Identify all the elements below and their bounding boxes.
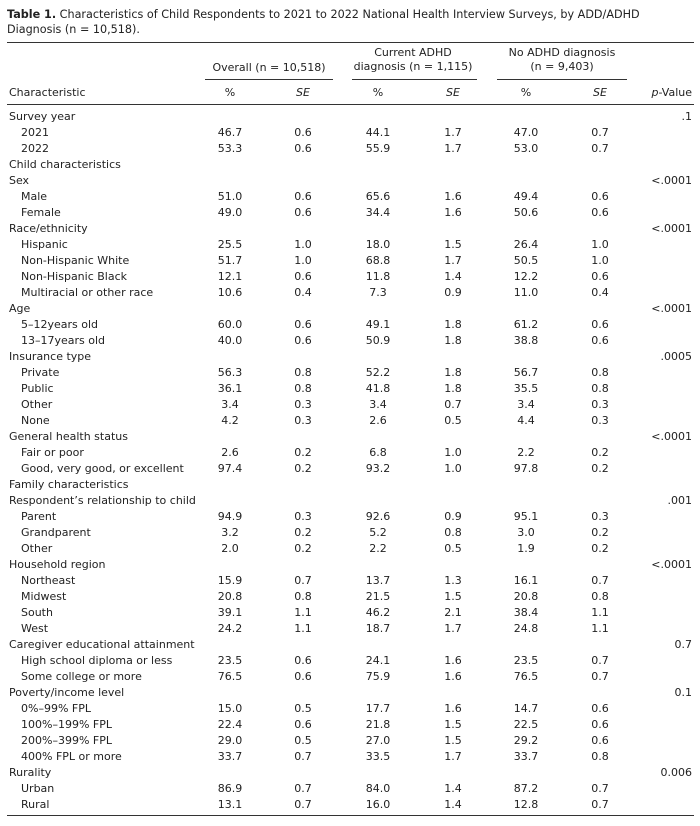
header-pvalue-text: -Value — [658, 86, 692, 99]
se-cell: 0.8 — [591, 750, 609, 763]
pct-cell: 55.9 — [365, 142, 391, 155]
se-cell: 1.7 — [444, 254, 462, 267]
se-cell: 0.7 — [294, 798, 312, 811]
pvalue-cell: 0.006 — [660, 766, 692, 779]
se-cell: 0.6 — [294, 718, 312, 731]
pct-cell: 76.5 — [513, 670, 539, 683]
pct-cell: 76.5 — [217, 670, 243, 683]
header-pct-overall: % — [224, 86, 236, 99]
se-cell: 1.7 — [444, 126, 462, 139]
se-cell: 0.2 — [591, 526, 609, 539]
pvalue-cell: <.0001 — [651, 558, 692, 571]
se-cell: 0.6 — [294, 670, 312, 683]
se-cell: 1.1 — [294, 606, 312, 619]
bottom-rule — [7, 815, 694, 816]
pct-cell: 14.7 — [513, 702, 539, 715]
row-label: South — [21, 606, 53, 619]
row-label: 400% FPL or more — [21, 750, 122, 763]
pvalue-cell: .0005 — [660, 350, 692, 363]
se-cell: 0.7 — [591, 654, 609, 667]
pct-cell: 39.1 — [217, 606, 243, 619]
se-cell: 0.7 — [591, 574, 609, 587]
se-cell: 1.0 — [444, 446, 462, 459]
pct-cell: 84.0 — [365, 782, 391, 795]
se-cell: 0.8 — [294, 366, 312, 379]
table-title: Characteristics of Child Respondents to 2021 to 2022 National Health Interview Surveys, by ADD/ADHD Diagnosis (n = 10,518). — [7, 8, 640, 36]
pct-cell: 3.0 — [517, 526, 535, 539]
row-label: Non-Hispanic White — [21, 254, 130, 267]
row-label: 5–12years old — [21, 318, 99, 331]
row-label: 2022 — [21, 142, 49, 155]
top-rule — [7, 42, 694, 43]
se-cell: 0.6 — [294, 654, 312, 667]
se-cell: 0.7 — [591, 798, 609, 811]
se-cell: 0.8 — [294, 590, 312, 603]
se-cell: 2.1 — [444, 606, 462, 619]
row-label: Good, very good, or excellent — [21, 462, 184, 475]
pct-cell: 56.7 — [513, 366, 539, 379]
row-label: Northeast — [21, 574, 76, 587]
pct-cell: 41.8 — [365, 382, 391, 395]
se-cell: 1.0 — [591, 238, 609, 251]
se-cell: 0.9 — [444, 286, 462, 299]
pct-cell: 65.6 — [365, 190, 391, 203]
pct-cell: 4.4 — [517, 414, 535, 427]
pvalue-cell: 0.7 — [674, 638, 692, 651]
se-cell: 0.6 — [591, 734, 609, 747]
se-cell: 0.2 — [294, 542, 312, 555]
se-cell: 1.7 — [444, 750, 462, 763]
pct-cell: 11.8 — [365, 270, 391, 283]
se-cell: 1.7 — [444, 622, 462, 635]
header-se-no-adhd: SE — [593, 86, 607, 99]
pct-cell: 38.8 — [513, 334, 539, 347]
se-cell: 0.7 — [591, 782, 609, 795]
row-label: Parent — [21, 510, 57, 523]
pct-cell: 29.0 — [217, 734, 243, 747]
category-label: General health status — [9, 430, 128, 443]
pct-cell: 97.8 — [513, 462, 539, 475]
se-cell: 0.2 — [591, 462, 609, 475]
row-label: Other — [21, 542, 53, 555]
header-pct-current-adhd: % — [372, 86, 384, 99]
header-rule — [7, 104, 694, 105]
se-cell: 1.4 — [444, 798, 462, 811]
pct-cell: 11.0 — [513, 286, 539, 299]
se-cell: 0.8 — [444, 526, 462, 539]
row-label: Midwest — [21, 590, 67, 603]
se-cell: 1.5 — [444, 238, 462, 251]
pct-cell: 50.9 — [365, 334, 391, 347]
se-cell: 0.3 — [591, 398, 609, 411]
se-cell: 1.8 — [444, 382, 462, 395]
pct-cell: 5.2 — [369, 526, 387, 539]
se-cell: 1.4 — [444, 270, 462, 283]
group-header-no-adhd: No ADHD diagnosis (n = 9,403) — [508, 46, 616, 73]
pct-cell: 2.2 — [517, 446, 535, 459]
row-label: 2021 — [21, 126, 49, 139]
pvalue-cell: <.0001 — [651, 174, 692, 187]
pct-cell: 86.9 — [217, 782, 243, 795]
se-cell: 0.5 — [294, 702, 312, 715]
pct-cell: 2.6 — [369, 414, 387, 427]
se-cell: 0.2 — [591, 446, 609, 459]
pct-cell: 12.1 — [217, 270, 243, 283]
pct-cell: 33.7 — [513, 750, 539, 763]
group-header-overall: Overall (n = 10,518) — [212, 61, 326, 74]
se-cell: 0.7 — [591, 670, 609, 683]
row-label: Private — [21, 366, 60, 379]
se-cell: 0.3 — [294, 510, 312, 523]
pvalue-cell: 0.1 — [674, 686, 692, 699]
pct-cell: 46.7 — [217, 126, 243, 139]
se-cell: 0.6 — [294, 206, 312, 219]
pct-cell: 23.5 — [217, 654, 243, 667]
category-label: Insurance type — [9, 350, 92, 363]
se-cell: 1.5 — [444, 734, 462, 747]
category-label: Family characteristics — [9, 478, 129, 491]
pct-cell: 60.0 — [217, 318, 243, 331]
pct-cell: 20.8 — [513, 590, 539, 603]
pct-cell: 75.9 — [365, 670, 391, 683]
pct-cell: 53.3 — [217, 142, 243, 155]
pct-cell: 49.4 — [513, 190, 539, 203]
row-label: Multiracial or other race — [21, 286, 154, 299]
pct-cell: 2.2 — [369, 542, 387, 555]
pct-cell: 33.7 — [217, 750, 243, 763]
pct-cell: 56.3 — [217, 366, 243, 379]
pct-cell: 15.9 — [217, 574, 243, 587]
pct-cell: 26.4 — [513, 238, 539, 251]
se-cell: 0.2 — [294, 446, 312, 459]
se-cell: 1.8 — [444, 366, 462, 379]
pct-cell: 10.6 — [217, 286, 243, 299]
table-caption — [7, 7, 693, 37]
header-pct-no-adhd: % — [520, 86, 532, 99]
se-cell: 0.5 — [444, 414, 462, 427]
pct-cell: 40.0 — [217, 334, 243, 347]
se-cell: 0.2 — [294, 526, 312, 539]
se-cell: 0.3 — [591, 510, 609, 523]
se-cell: 0.6 — [294, 334, 312, 347]
row-label: West — [21, 622, 49, 635]
pct-cell: 13.1 — [217, 798, 243, 811]
se-cell: 0.6 — [591, 334, 609, 347]
se-cell: 0.4 — [591, 286, 609, 299]
se-cell: 0.7 — [591, 142, 609, 155]
se-cell: 0.9 — [444, 510, 462, 523]
se-cell: 1.0 — [294, 254, 312, 267]
pct-cell: 24.8 — [513, 622, 539, 635]
row-label: Urban — [21, 782, 55, 795]
se-cell: 1.5 — [444, 718, 462, 731]
row-label: High school diploma or less — [21, 654, 173, 667]
pct-cell: 49.0 — [217, 206, 243, 219]
row-label: Public — [21, 382, 54, 395]
header-se-overall: SE — [296, 86, 310, 99]
pvalue-cell: .1 — [681, 110, 692, 123]
header-pvalue: p-Value — [651, 86, 692, 99]
pct-cell: 35.5 — [513, 382, 539, 395]
pct-cell: 95.1 — [513, 510, 539, 523]
pct-cell: 44.1 — [365, 126, 391, 139]
pct-cell: 22.5 — [513, 718, 539, 731]
pvalue-cell: <.0001 — [651, 222, 692, 235]
pvalue-cell: <.0001 — [651, 430, 692, 443]
se-cell: 1.5 — [444, 590, 462, 603]
pct-cell: 3.4 — [517, 398, 535, 411]
pct-cell: 6.8 — [369, 446, 387, 459]
row-label: Fair or poor — [21, 446, 84, 459]
category-label: Poverty/income level — [9, 686, 125, 699]
group-underline-overall — [205, 79, 333, 80]
se-cell: 0.5 — [444, 542, 462, 555]
category-label: Race/ethnicity — [9, 222, 88, 235]
group-underline-no-adhd — [497, 79, 627, 80]
pct-cell: 25.5 — [217, 238, 243, 251]
se-cell: 1.6 — [444, 670, 462, 683]
se-cell: 1.1 — [294, 622, 312, 635]
pct-cell: 24.1 — [365, 654, 391, 667]
se-cell: 0.4 — [294, 286, 312, 299]
se-cell: 0.7 — [294, 750, 312, 763]
row-label: Grandparent — [21, 526, 91, 539]
se-cell: 0.7 — [294, 574, 312, 587]
pct-cell: 1.9 — [517, 542, 535, 555]
row-label: Male — [21, 190, 48, 203]
group-header-current-adhd: Current ADHD diagnosis (n = 1,115) — [353, 46, 473, 73]
se-cell: 1.0 — [591, 254, 609, 267]
se-cell: 1.6 — [444, 702, 462, 715]
se-cell: 1.3 — [444, 574, 462, 587]
pct-cell: 3.4 — [369, 398, 387, 411]
row-label: Other — [21, 398, 53, 411]
row-label: 100%–199% FPL — [21, 718, 112, 731]
pct-cell: 61.2 — [513, 318, 539, 331]
row-label: 200%–399% FPL — [21, 734, 112, 747]
pct-cell: 2.0 — [221, 542, 239, 555]
category-label: Age — [9, 302, 31, 315]
se-cell: 1.7 — [444, 142, 462, 155]
se-cell: 1.1 — [591, 606, 609, 619]
pct-cell: 51.0 — [217, 190, 243, 203]
pct-cell: 38.4 — [513, 606, 539, 619]
se-cell: 1.0 — [444, 462, 462, 475]
se-cell: 0.7 — [294, 782, 312, 795]
se-cell: 0.6 — [294, 270, 312, 283]
se-cell: 1.0 — [294, 238, 312, 251]
pct-cell: 53.0 — [513, 142, 539, 155]
pct-cell: 2.6 — [221, 446, 239, 459]
pct-cell: 18.7 — [365, 622, 391, 635]
pct-cell: 18.0 — [365, 238, 391, 251]
se-cell: 0.6 — [591, 190, 609, 203]
se-cell: 1.4 — [444, 782, 462, 795]
se-cell: 1.6 — [444, 654, 462, 667]
pct-cell: 68.8 — [365, 254, 391, 267]
group-underline-current-adhd — [352, 79, 477, 80]
se-cell: 0.6 — [591, 702, 609, 715]
pct-cell: 13.7 — [365, 574, 391, 587]
se-cell: 0.6 — [591, 718, 609, 731]
pct-cell: 12.2 — [513, 270, 539, 283]
category-label: Household region — [9, 558, 106, 571]
pct-cell: 36.1 — [217, 382, 243, 395]
category-label: Caregiver educational attainment — [9, 638, 195, 651]
row-label: Some college or more — [21, 670, 142, 683]
pct-cell: 4.2 — [221, 414, 239, 427]
pct-cell: 92.6 — [365, 510, 391, 523]
pct-cell: 51.7 — [217, 254, 243, 267]
se-cell: 0.6 — [294, 318, 312, 331]
se-cell: 0.6 — [294, 142, 312, 155]
se-cell: 0.6 — [591, 270, 609, 283]
se-cell: 0.8 — [591, 382, 609, 395]
pct-cell: 16.0 — [365, 798, 391, 811]
se-cell: 1.8 — [444, 334, 462, 347]
pct-cell: 3.2 — [221, 526, 239, 539]
row-label: 0%–99% FPL — [21, 702, 91, 715]
se-cell: 0.7 — [444, 398, 462, 411]
se-cell: 0.8 — [591, 590, 609, 603]
se-cell: 0.6 — [294, 190, 312, 203]
pct-cell: 22.4 — [217, 718, 243, 731]
se-cell: 0.8 — [294, 382, 312, 395]
pvalue-cell: .001 — [667, 494, 692, 507]
row-label: None — [21, 414, 50, 427]
header-se-current-adhd: SE — [446, 86, 460, 99]
category-label: Respondent’s relationship to child — [9, 494, 196, 507]
se-cell: 0.3 — [591, 414, 609, 427]
se-cell: 1.6 — [444, 190, 462, 203]
row-label: Rural — [21, 798, 50, 811]
pct-cell: 94.9 — [217, 510, 243, 523]
pct-cell: 15.0 — [217, 702, 243, 715]
pct-cell: 3.4 — [221, 398, 239, 411]
se-cell: 0.5 — [294, 734, 312, 747]
table-label: Table 1. — [7, 8, 57, 21]
se-cell: 0.2 — [591, 542, 609, 555]
pct-cell: 46.2 — [365, 606, 391, 619]
se-cell: 1.6 — [444, 206, 462, 219]
pct-cell: 97.4 — [217, 462, 243, 475]
pct-cell: 50.6 — [513, 206, 539, 219]
pvalue-cell: <.0001 — [651, 302, 692, 315]
pct-cell: 34.4 — [365, 206, 391, 219]
pct-cell: 52.2 — [365, 366, 391, 379]
row-label: Non-Hispanic Black — [21, 270, 128, 283]
se-cell: 0.6 — [294, 126, 312, 139]
row-label: 13–17years old — [21, 334, 106, 347]
category-label: Child characteristics — [9, 158, 121, 171]
row-label: Female — [21, 206, 61, 219]
pct-cell: 16.1 — [513, 574, 539, 587]
se-cell: 0.3 — [294, 398, 312, 411]
pct-cell: 21.5 — [365, 590, 391, 603]
category-label: Rurality — [9, 766, 52, 779]
se-cell: 0.6 — [591, 206, 609, 219]
pct-cell: 29.2 — [513, 734, 539, 747]
pct-cell: 17.7 — [365, 702, 391, 715]
pct-cell: 50.5 — [513, 254, 539, 267]
pct-cell: 49.1 — [365, 318, 391, 331]
pct-cell: 7.3 — [369, 286, 387, 299]
pct-cell: 20.8 — [217, 590, 243, 603]
se-cell: 0.7 — [591, 126, 609, 139]
pct-cell: 24.2 — [217, 622, 243, 635]
pct-cell: 12.8 — [513, 798, 539, 811]
se-cell: 0.3 — [294, 414, 312, 427]
se-cell: 0.6 — [591, 318, 609, 331]
se-cell: 0.8 — [591, 366, 609, 379]
row-label: Hispanic — [21, 238, 68, 251]
pct-cell: 93.2 — [365, 462, 391, 475]
se-cell: 1.8 — [444, 318, 462, 331]
pct-cell: 27.0 — [365, 734, 391, 747]
pct-cell: 87.2 — [513, 782, 539, 795]
pct-cell: 21.8 — [365, 718, 391, 731]
pct-cell: 23.5 — [513, 654, 539, 667]
category-label: Sex — [9, 174, 30, 187]
se-cell: 1.1 — [591, 622, 609, 635]
category-label: Survey year — [9, 110, 76, 123]
pct-cell: 47.0 — [513, 126, 539, 139]
pct-cell: 33.5 — [365, 750, 391, 763]
se-cell: 0.2 — [294, 462, 312, 475]
header-characteristic: Characteristic — [9, 86, 86, 99]
